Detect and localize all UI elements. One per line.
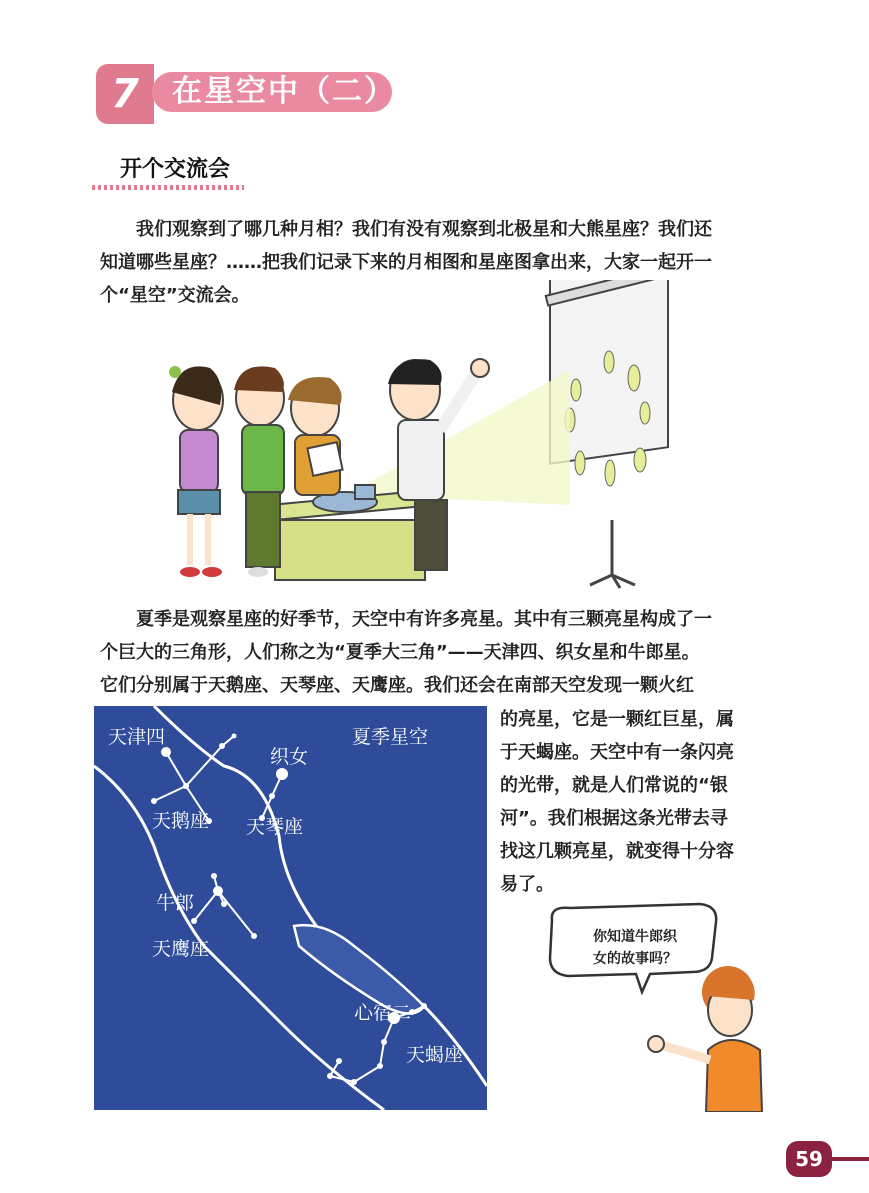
text-line: 的亮星，它是一颗红巨星，属 (500, 709, 734, 730)
summer-triangle-paragraph-continued (500, 703, 780, 901)
label-vega: 织女 (270, 746, 309, 768)
section-title: 开个交流会 (120, 157, 231, 182)
label-cygnus: 天鹅座 (152, 810, 210, 832)
text-line: 个巨大的三角形，人们称之为“夏季大三角”——天津四、织女星和牛郎星。 (100, 642, 700, 663)
speech-bubble-text (565, 926, 705, 970)
text-line: 个“星空”交流会。 (100, 285, 250, 306)
text-line: 的光带，就是人们常说的“银 (500, 775, 728, 796)
milky-way-edge-right (154, 706, 487, 1086)
text-line: 我们观察到了哪几种月相？我们有没有观察到北极星和大熊星座？我们还 (136, 219, 712, 240)
text-line: 它们分别属于天鹅座、天琴座、天鹰座。我们还会在南部天空发现一颗火红 (100, 675, 694, 696)
boy-student-green (234, 366, 284, 577)
text-line: 于天蝎座。天空中有一条闪亮 (500, 742, 734, 763)
text-line: 河”。我们根据这条光带去寻 (500, 808, 728, 829)
label-altair: 牛郎 (156, 892, 195, 914)
lesson-title: 在星空中（二） (152, 72, 392, 112)
section-underline (92, 185, 244, 190)
text-line: 知道哪些星座？……把我们记录下来的月相图和星座图拿出来，大家一起开一 (100, 252, 712, 273)
girl-student (169, 366, 223, 577)
text-line: 找这几颗亮星，就变得十分容 (500, 841, 734, 862)
lesson-number: 7 (96, 64, 154, 124)
student-with-clipboard (288, 377, 343, 495)
bubble-line: 你知道牛郎织 (593, 929, 677, 945)
label-deneb: 天津四 (108, 726, 166, 748)
label-scorpius: 天蝎座 (406, 1044, 464, 1066)
summer-sky-star-map (94, 706, 487, 1110)
label-aquila: 天鹰座 (152, 938, 210, 960)
bubble-line: 女的故事吗？ (593, 951, 677, 967)
label-lyra: 天琴座 (246, 816, 304, 838)
text-line: 夏季是观察星座的好季节，天空中有许多亮星。其中有三颗亮星构成了一 (136, 609, 712, 630)
star-map-title: 夏季星空 (352, 726, 429, 748)
label-antares: 心宿二 (354, 1002, 412, 1024)
classroom-illustration (150, 280, 690, 590)
page-number: 59 (786, 1141, 832, 1177)
child-figure (648, 966, 762, 1112)
text-line: 易了。 (500, 874, 554, 895)
summer-triangle-paragraph (100, 603, 780, 702)
